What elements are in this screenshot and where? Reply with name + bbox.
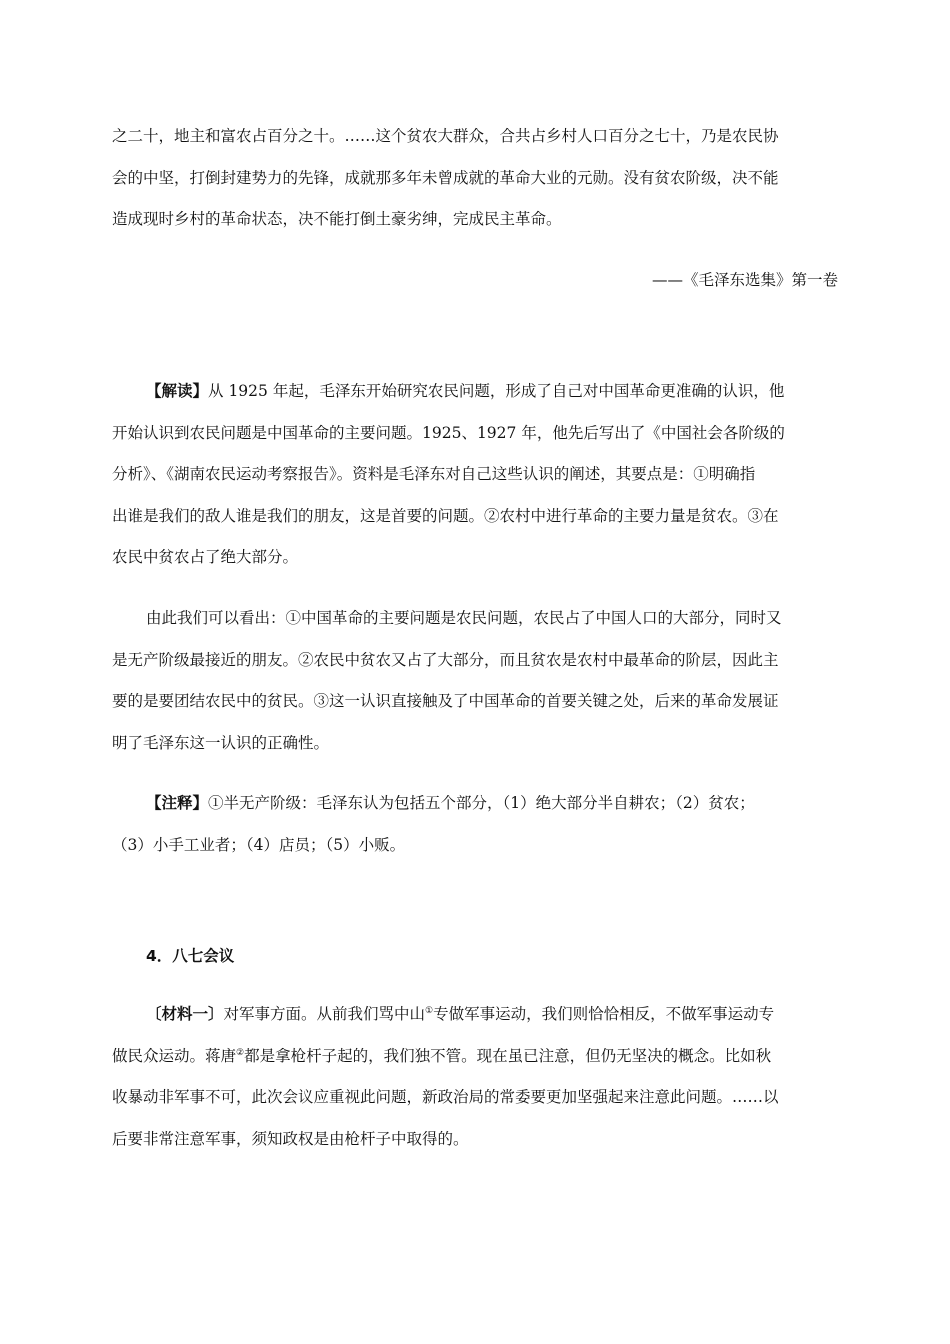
- material1-label: 〔材料一〕: [146, 1005, 224, 1023]
- zhushi-line-2: （3）小手工业者；（4）店员；（5）小贩。: [112, 836, 406, 854]
- section-heading: 4．八七会议: [146, 947, 235, 965]
- source-citation: ——《毛泽东选集》第一卷: [651, 271, 838, 289]
- jiedu-text-1: 从 1925 年起，毛泽东开始研究农民问题，形成了自己对中国革命更准确的认识，他: [208, 382, 785, 400]
- jiedu-line-1: [146, 381, 784, 401]
- material1-text-2a: 做民众运动。蒋唐: [112, 1047, 237, 1065]
- jiedu-label: 【解读】: [146, 382, 209, 400]
- para3-line-2: 是无产阶级最接近的朋友。②农民中贫农又占了大部分，而且贫农是农村中最革命的阶层，因此主: [112, 651, 779, 669]
- material1-line-4: 后要非常注意军事，须知政权是由枪杆子中取得的。: [112, 1130, 469, 1148]
- para3-line-1: 由此我们可以看出：①中国革命的主要问题是农民问题，农民占了中国人口的大部分，同时又: [146, 609, 782, 627]
- material1-text-1b: 专做军事运动，我们则恰恰相反，不做军事运动专: [433, 1005, 775, 1023]
- material1-text-1a: 对军事方面。从前我们骂中山: [223, 1005, 426, 1023]
- material1-line-1: [146, 1004, 774, 1024]
- material1-line-3: 收暴动非军事不可，此次会议应重视此问题，新政治局的常委要更加坚强起来注意此问题。……以: [112, 1088, 779, 1106]
- jiedu-line-2: 开始认识到农民问题是中国革命的主要问题。1925、1927 年，他先后写出了《中国社会各阶级的: [112, 424, 785, 442]
- para1-line-3: 造成现时乡村的革命状态，决不能打倒土豪劣绅，完成民主革命。: [112, 210, 562, 228]
- material1-text-2b: 都是拿枪杆子起的，我们独不管。现在虽已注意，但仍无坚决的概念。比如秋: [244, 1047, 772, 1065]
- material1-line-2: [112, 1046, 771, 1066]
- para1-line-2: 会的中坚，打倒封建势力的先锋，成就那多年未曾成就的革命大业的元勋。没有贫农阶级，决不能: [112, 169, 779, 187]
- para1-line-1: 之二十，地主和富农占百分之十。……这个贫农大群众，合共占乡村人口百分之七十，乃是农民协: [112, 127, 779, 145]
- zhushi-label: 【注释】: [146, 794, 209, 812]
- jiedu-line-4: 出谁是我们的敌人谁是我们的朋友，这是首要的问题。②农村中进行革命的主要力量是贫农。③在: [112, 507, 779, 525]
- jiedu-line-5: 农民中贫农占了绝大部分。: [112, 548, 299, 566]
- jiedu-line-3: 分析》、《湖南农民运动考察报告》。资料是毛泽东对自己这些认识的阐述，其要点是：①明确指: [112, 465, 756, 483]
- para3-line-4: 明了毛泽东这一认识的正确性。: [112, 734, 330, 752]
- para3-line-3: 要的是要团结农民中的贫民。③这一认识直接触及了中国革命的首要关键之处，后来的革命发展证: [112, 692, 779, 710]
- footnote-marker-2: ②: [236, 1048, 245, 1058]
- zhushi-text-1: ①半无产阶级：毛泽东认为包括五个部分，（1）绝大部分半自耕农；（2）贫农；: [208, 794, 755, 812]
- zhushi-line-1: [146, 793, 755, 813]
- footnote-marker-1: ①: [425, 1006, 434, 1016]
